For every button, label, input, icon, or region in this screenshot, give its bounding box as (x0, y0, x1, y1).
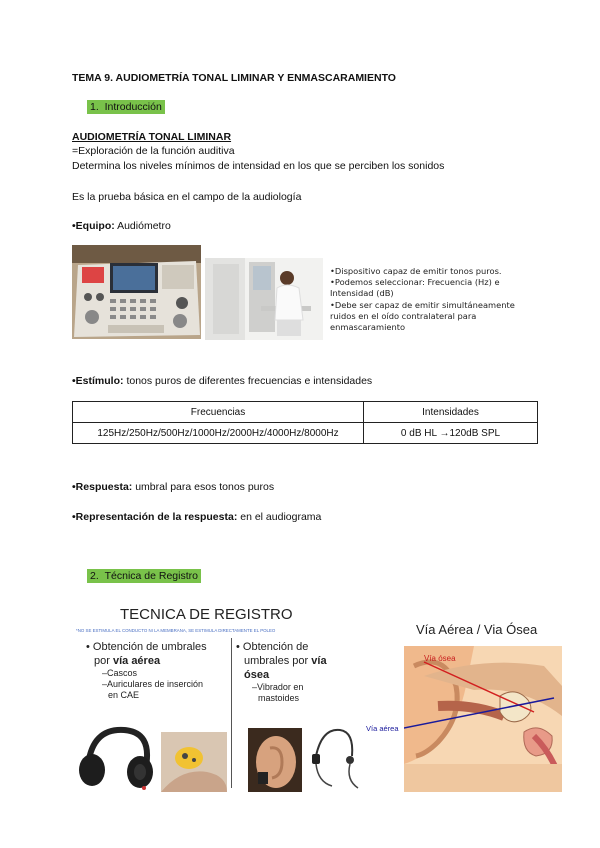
insert-earphone-image (161, 732, 227, 792)
bone-vibrator-ear-image (248, 728, 302, 792)
ear-anatomy-image (404, 646, 562, 792)
slide-text: –Vibrador en (252, 682, 304, 692)
via-aerea-osea-diagram (366, 620, 562, 800)
audiometer-photo (72, 245, 201, 339)
equipo-label: •Equipo: (72, 220, 115, 232)
respuesta-value: umbral para esos tonos puros (135, 481, 275, 493)
representacion-value: en el audiograma (240, 511, 322, 523)
slide-left-column: • Obtención de umbrales por vía aérea –Cascos –Auriculares de inserción en CAE (86, 641, 207, 700)
audiometry-booth-photo (205, 258, 323, 340)
estimulo-line (72, 375, 372, 387)
frequency-intensity-table (72, 401, 538, 444)
via-aerea-label: Vía aérea (366, 724, 399, 733)
slide-text: vía (311, 655, 327, 667)
intro-line: Determina los niveles mínimos de intensidad en los que se perciben los sonidos (72, 160, 445, 172)
table-cell: 0 dB HL →120dB SPL (364, 423, 538, 444)
equipment-note: •Podemos seleccionar: Frecuencia (Hz) e (330, 277, 500, 288)
headphones-image (74, 722, 158, 792)
slide-note: *NO SE ESTIMULA EL CONDUCTO NI LA MEMBRANA, SE ESTIMULA DIRECTAMENTE EL POLEO (76, 628, 276, 633)
slide-text: –Auriculares de inserción (102, 679, 204, 689)
table-header: Frecuencias (73, 402, 364, 423)
slide-divider (231, 638, 232, 788)
table-header: Intensidades (364, 402, 538, 423)
section-number: 2. (90, 570, 99, 582)
intro-heading: AUDIOMETRÍA TONAL LIMINAR (72, 131, 232, 143)
slide-text: mastoides (258, 693, 300, 703)
diagram-title: Vía Aérea / Via Ósea (416, 622, 538, 637)
equipment-notes (330, 266, 515, 333)
estimulo-value: tonos puros de diferentes frecuencias e intensidades (126, 375, 373, 387)
equipo-line (72, 220, 171, 232)
slide-text: Obtención de umbrales (92, 641, 207, 653)
slide-right-column: • Obtención de umbrales por vía ósea –Vibrador en mastoides (236, 641, 327, 703)
equipment-note: Intensidad (dB) (330, 288, 394, 299)
slide-text: en CAE (108, 690, 140, 700)
slide-text: ósea (244, 669, 270, 681)
section-heading-2 (87, 570, 201, 582)
representacion-line (72, 511, 321, 523)
equipment-note: ruidos en el oído contralateral para (330, 310, 477, 321)
representacion-label: •Representación de la respuesta: (72, 511, 238, 523)
page-title: TEMA 9. AUDIOMETRÍA TONAL LIMINAR Y ENMASCARAMIENTO (72, 72, 396, 84)
via-lines (404, 646, 562, 792)
section-heading-1 (87, 101, 165, 113)
slide-text: –Cascos (102, 668, 138, 678)
estimulo-label: •Estímulo: (72, 375, 124, 387)
respuesta-line (72, 481, 274, 493)
section-label: Técnica de Registro (104, 570, 198, 582)
table-cell: 125Hz/250Hz/500Hz/1000Hz/2000Hz/4000Hz/8000Hz (73, 423, 364, 444)
slide-title: TECNICA DE REGISTRO (120, 606, 293, 623)
slide-text: por (94, 655, 113, 667)
equipo-value: Audiómetro (117, 220, 171, 232)
bone-vibrator-device-image (306, 722, 372, 792)
section-label: Introducción (104, 101, 162, 113)
section-number: 1. (90, 101, 99, 113)
tecnica-registro-slide (72, 604, 372, 796)
slide-text: vía aérea (112, 655, 161, 667)
respuesta-label: •Respuesta: (72, 481, 133, 493)
equipment-note: •Dispositivo capaz de emitir tonos puros. (330, 266, 502, 276)
equipment-note: •Debe ser capaz de emitir simultáneamente (330, 299, 515, 310)
table-row (73, 423, 538, 444)
slide-text: umbrales por (244, 655, 312, 667)
intro-line: Es la prueba básica en el campo de la audiología (72, 191, 302, 203)
via-osea-label: Vía ósea (424, 654, 456, 663)
equipment-note: enmascaramiento (330, 322, 406, 333)
intro-line: =Exploración de la función auditiva (72, 145, 235, 157)
slide-text: Obtención de (242, 641, 309, 653)
table-header-row (73, 402, 538, 423)
